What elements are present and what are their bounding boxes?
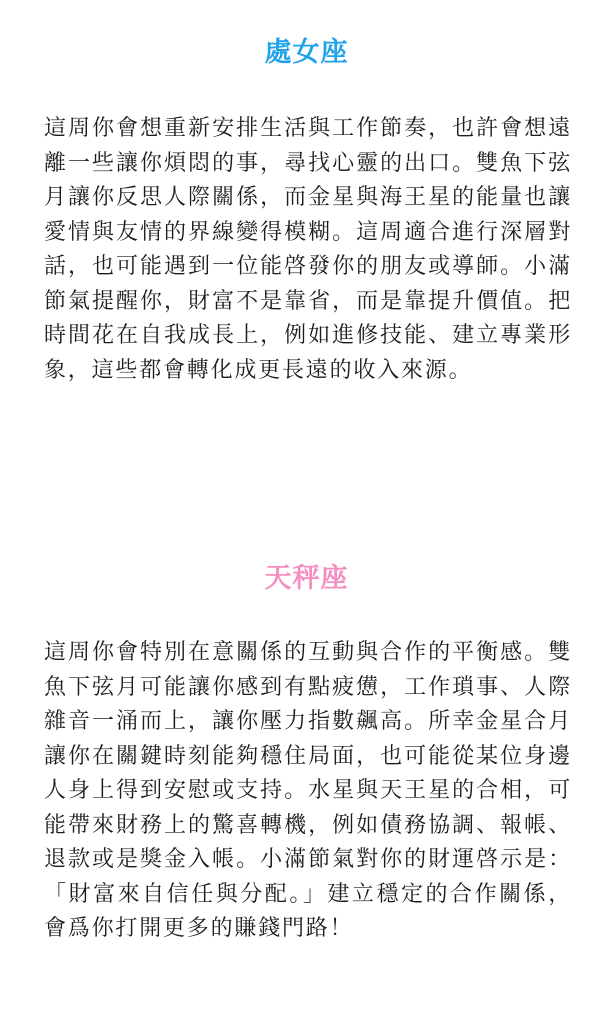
virgo-section-body: 這周你會想重新安排生活與工作節奏，也許會想遠離一些讓你煩悶的事，尋找心靈的出口。雙魚下弦月讓你反思人際關係，而金星與海王星的能量也讓愛情與友情的界線變得模糊。這周適合進行深層對話，也可能遇到一位能啓發你的朋友或導師。小滿節氣提醒你，財富不是靠省，而是靠提升價值。把時間花在自我成長上，例如進修技能、建立專業形象，這些都會轉化成更長遠的收入來源。 — [44, 116, 572, 383]
libra-section-title: 天秤座 — [264, 563, 349, 594]
libra-section-body: 這周你會特別在意關係的互動與合作的平衡感。雙魚下弦月可能讓你感到有點疲憊，工作瑣事、人際雜音一涌而上，讓你壓力指數飆高。所幸金星合月讓你在關鍵時刻能夠穩住局面，也可能從某位身邊人身上得到安慰或支持。水星與天王星的合相，可能帶來財務上的驚喜轉機，例如債務協調、報帳、退款或是獎金入帳。小滿節氣對你的財運啓示是：「財富來自信任與分配。」建立穩定的合作關係，會爲你打開更多的賺錢門路！ — [44, 640, 572, 941]
virgo-section-title: 處女座 — [264, 37, 349, 68]
